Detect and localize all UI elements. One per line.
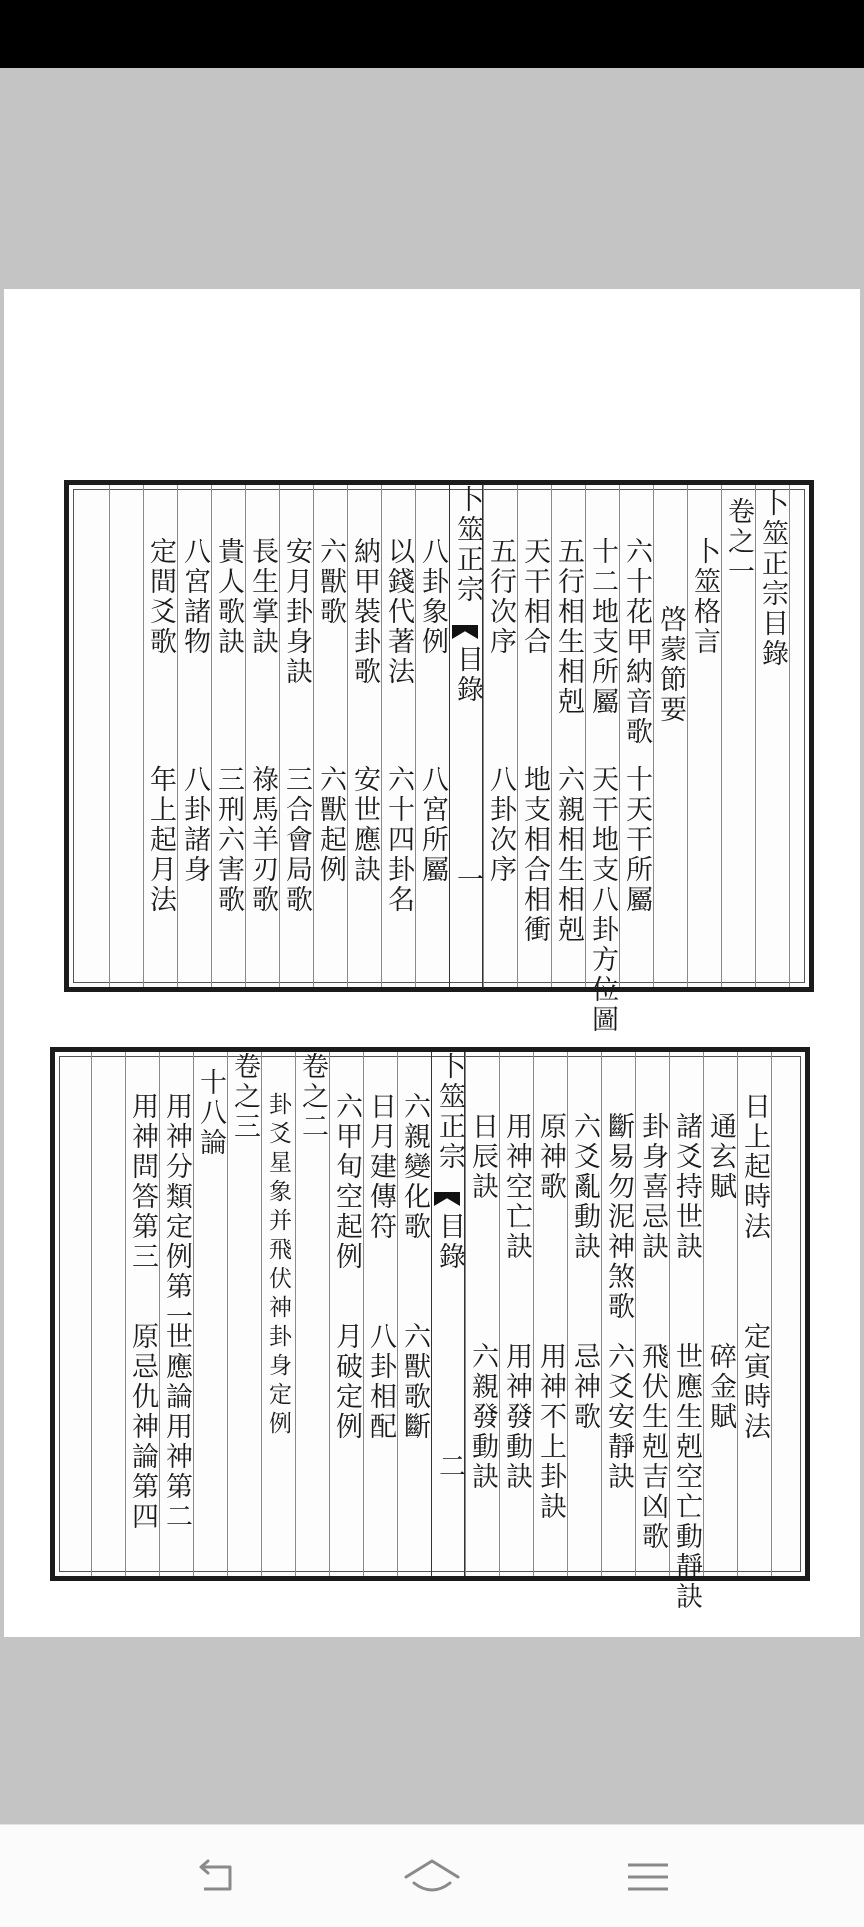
fishtail-mark-icon <box>452 625 478 639</box>
toc-entry: 安世應訣 <box>349 765 380 885</box>
toc-entry: 世應論用神第二 <box>161 1322 192 1532</box>
toc-entry: 日上起時法 <box>739 1092 770 1242</box>
toc-title: 卜筮正宗目錄 <box>757 489 788 669</box>
fold-column <box>449 485 483 987</box>
toc-entry: 十二地支所屬 <box>587 537 618 717</box>
toc-entry: 天干地支八卦方位圖 <box>587 765 618 1035</box>
toc-entry: 五行次序 <box>485 537 516 657</box>
toc-entry: 六爻亂動訣 <box>569 1112 600 1262</box>
scanned-book-image <box>4 289 860 1637</box>
toc-entry: 定間爻歌 <box>145 537 176 657</box>
fold-page-number: 一 <box>452 865 483 895</box>
toc-entry: 卜筮格言 <box>689 537 720 657</box>
toc-entry: 斷易勿泥神煞歌 <box>603 1112 634 1322</box>
back-button[interactable] <box>184 1851 248 1903</box>
fold-section: 目錄 <box>434 1212 465 1272</box>
navigation-bar <box>0 1824 864 1927</box>
toc-entry: 三刑六害歌 <box>213 765 244 915</box>
toc-entry: 日月建傳符 <box>365 1092 396 1242</box>
toc-entry: 貴人歌訣 <box>213 537 244 657</box>
toc-entry: 長生掌訣 <box>247 537 278 657</box>
toc-entry: 地支相合相衝 <box>519 765 550 945</box>
toc-entry: 六獸起例 <box>315 765 346 885</box>
status-bar <box>0 0 864 68</box>
fold-column <box>431 1052 465 1576</box>
toc-entry: 天干相合 <box>519 537 550 657</box>
toc-page-one <box>64 480 814 1035</box>
toc-entry: 諸爻持世訣 <box>671 1112 702 1262</box>
fold-page-number: 二 <box>434 1452 465 1482</box>
toc-entry: 卦爻星象并飛伏神卦身定例 <box>265 1092 291 1440</box>
toc-entry: 原忌仇神論第四 <box>127 1322 158 1532</box>
toc-entry: 六獸歌斷 <box>399 1322 430 1442</box>
home-icon <box>402 1857 462 1897</box>
juan-heading: 卷之一 <box>723 497 754 587</box>
toc-entry: 六親變化歌 <box>399 1092 430 1242</box>
toc-entry: 八宮諸物 <box>179 537 210 657</box>
toc-entry: 月破定例 <box>331 1322 362 1442</box>
fold-section: 目錄 <box>452 645 483 705</box>
toc-entry: 用神空亡訣 <box>501 1112 532 1262</box>
toc-entry: 五行相生相剋 <box>553 537 584 717</box>
toc-entry: 原神歌 <box>535 1112 566 1202</box>
toc-entry: 六十四卦名 <box>383 765 414 915</box>
toc-entry: 啓蒙節要 <box>655 605 686 725</box>
toc-entry: 飛伏生剋吉凶歌 <box>637 1342 668 1552</box>
toc-entry: 六甲旬空起例 <box>331 1092 362 1272</box>
toc-entry: 用神不上卦訣 <box>535 1342 566 1522</box>
toc-entry: 用神發動訣 <box>501 1342 532 1492</box>
toc-entry: 六親相生相剋 <box>553 765 584 945</box>
toc-entry: 六獸歌 <box>315 537 346 627</box>
toc-entry: 用神分類定例第一 <box>161 1092 192 1332</box>
juan-heading: 卷之二 <box>297 1052 328 1142</box>
toc-entry: 六十花甲納音歌 <box>621 537 652 747</box>
toc-entry: 世應生剋空亡動靜訣 <box>671 1342 702 1612</box>
toc-entry: 通玄賦 <box>705 1112 736 1202</box>
toc-entry: 八卦相配 <box>365 1322 396 1442</box>
toc-entry: 納甲裝卦歌 <box>349 537 380 687</box>
toc-entry: 十天干所屬 <box>621 765 652 915</box>
menu-button[interactable] <box>616 1851 680 1903</box>
toc-entry: 祿馬羊刃歌 <box>247 765 278 915</box>
fold-title: 卜筮正宗 <box>452 485 483 605</box>
toc-entry: 六親發動訣 <box>467 1342 498 1492</box>
toc-entry: 八卦象例 <box>417 537 448 657</box>
toc-entry: 卦身喜忌訣 <box>637 1112 668 1262</box>
home-button[interactable] <box>400 1851 464 1903</box>
back-arrow-icon <box>194 1859 238 1895</box>
toc-entry: 以錢代著法 <box>383 537 414 687</box>
menu-icon <box>626 1859 670 1895</box>
toc-entry: 用神問答第三 <box>127 1092 158 1272</box>
fishtail-mark-icon <box>434 1192 460 1206</box>
toc-entry: 十八論 <box>195 1068 226 1158</box>
toc-page-two <box>50 1047 810 1612</box>
toc-entry: 定寅時法 <box>739 1322 770 1442</box>
toc-entry: 年上起月法 <box>145 765 176 915</box>
toc-entry: 忌神歌 <box>569 1342 600 1432</box>
toc-entry: 八卦諸身 <box>179 765 210 885</box>
toc-entry: 六爻安靜訣 <box>603 1342 634 1492</box>
toc-entry: 日辰訣 <box>467 1112 498 1202</box>
juan-heading: 卷之三 <box>229 1052 260 1142</box>
fold-title: 卜筮正宗 <box>434 1052 465 1172</box>
toc-entry: 安月卦身訣 <box>281 537 312 687</box>
toc-entry: 三合會局歌 <box>281 765 312 915</box>
toc-entry: 八卦次序 <box>485 765 516 885</box>
toc-entry: 八宮所屬 <box>417 765 448 885</box>
toc-entry: 碎金賦 <box>705 1342 736 1432</box>
